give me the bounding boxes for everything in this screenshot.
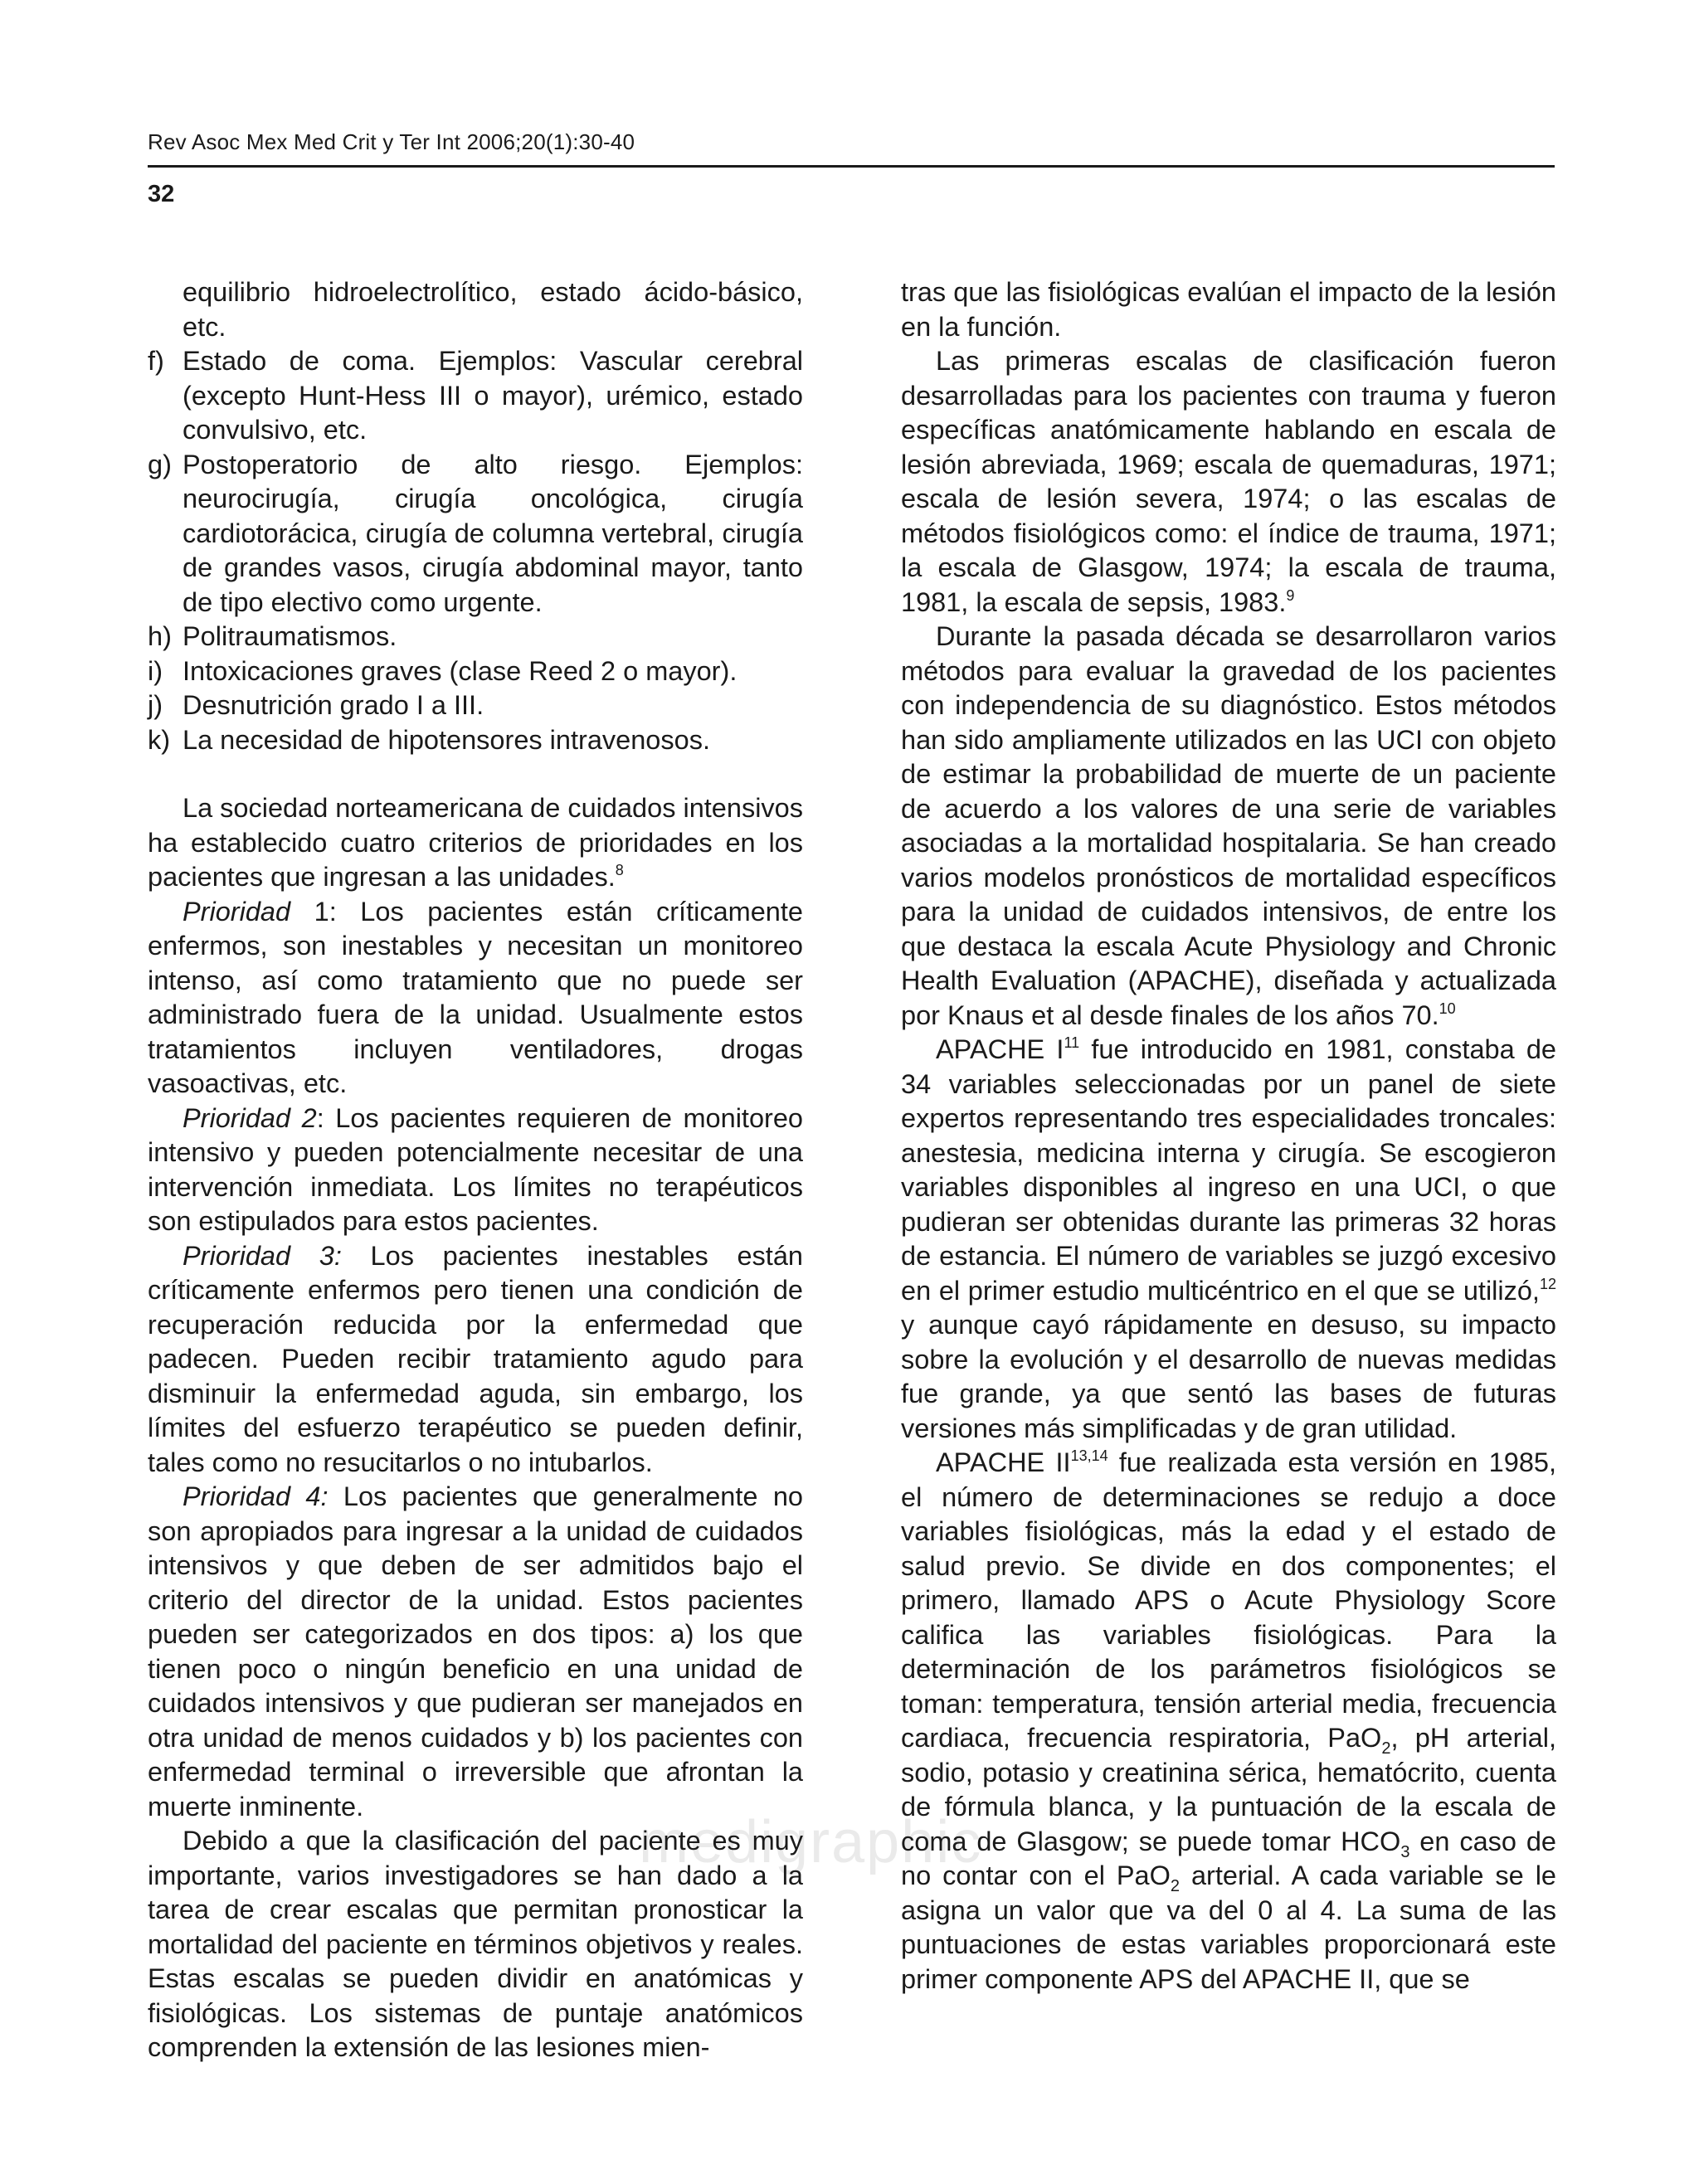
priority-label: Prioridad 4:	[183, 1481, 329, 1511]
reference-mark: 11	[1064, 1034, 1080, 1051]
paragraph-priority-3	[148, 1239, 803, 1481]
running-head: Rev Asoc Mex Med Crit y Ter Int 2006;20(1):30-40	[148, 129, 635, 154]
watermark: medigraphic	[639, 1809, 983, 1875]
list-item	[148, 723, 803, 758]
paragraph-priority-2	[148, 1102, 803, 1239]
left-column	[148, 275, 803, 2065]
list-item-text: Intoxicaciones graves (clase Reed 2 o mayor).	[183, 655, 738, 686]
apache-lead: APACHE II	[936, 1447, 1071, 1477]
reference-mark: 8	[615, 862, 624, 878]
list-item	[148, 620, 803, 654]
criteria-list	[148, 344, 803, 757]
right-column	[901, 275, 1556, 1997]
paragraph-text: en caso de no contar con el PaO	[901, 1826, 1556, 1890]
paragraph-scales: Debido a que la clasificación del paciente es muy importante, varios investigadores se han dado a la tarea de crear escalas que permitan pronosticar la mortalidad del paciente en términos objetivos y reales. Estas escalas se pueden dividir en anatómicas y fisiológicas. Los sistemas de puntaje anatómicos comprenden la extensión de las lesiones mien-	[148, 1826, 803, 2062]
list-item-text: La necesidad de hipotensores intravenosos.	[183, 724, 710, 755]
list-marker: i)	[148, 655, 163, 686]
paragraph-apache-2	[901, 1446, 1556, 1997]
paragraph-text: Los pacientes que generalmente no son apropiados para ingresar a la unidad de cuidados intensivos y que deben de ser admitidos bajo el criterio del director de la unidad. Estos pacientes pueden ser categorizados en dos tipos: a) los que tienen poco o ningún beneficio en una unidad de cuidados intensivos y que pudieran ser manejados en otra unidad de menos cuidados y b) los pacientes con enfermedad terminal o irreversible que afrontan la muerte inminente.	[148, 1481, 803, 1822]
continuation-text: tras que las fisiológicas evalúan el impacto de la lesión en la función.	[901, 277, 1556, 342]
paragraph-text: 1: Los pacientes están críticamente enfermos, son inestables y necesitan un monitoreo intenso, así como tratamiento que no puede ser administrado fuera de la unidad. Usualmente estos tratamientos incluyen ventiladores, drogas vasoactivas, etc.	[148, 896, 803, 1098]
list-item	[148, 448, 803, 620]
paragraph-apache-1	[901, 1033, 1556, 1446]
list-item	[148, 654, 803, 689]
paragraph-text: fue realizada esta versión en 1985, el número de determinaciones se redujo a doce variables fisiológicas, más la edad y el estado de salud previo. Se divide en dos componentes; el primero, llamado APS o Acute Physiology Score califica las variables fisiológicas. Para la determinación de los parámetros fisiológicos se toman: temperatura, tensión arterial media, frecuencia cardiaca, frecuencia respiratoria, PaO	[901, 1447, 1557, 1753]
header-rule	[148, 165, 1555, 168]
reference-mark: 9	[1286, 586, 1295, 604]
priority-label: Prioridad 2	[183, 1102, 317, 1133]
list-item-text: Estado de coma. Ejemplos: Vascular cerebral (excepto Hunt-Hess III o mayor), urémico, estado convulsivo, etc.	[183, 346, 803, 445]
list-marker: h)	[148, 621, 172, 651]
list-item	[148, 344, 803, 448]
paragraph-text: Los pacientes inestables están críticamente enfermos pero tienen una condición de recuperación reducida por la enfermedad que padecen. Pueden recibir tratamiento agudo para disminuir la enfermedad aguda, sin embargo, los límites del esfuerzo terapéutico se pueden definir, tales como no resucitarlos o no intubarlos.	[148, 1240, 803, 1477]
subscript: 3	[1400, 1842, 1410, 1861]
paragraph-text: y aunque cayó rápidamente en desuso, su impacto sobre la evolución y el desarrollo de nuevas medidas fue grande, ya que sentó las bases de futuras versiones más simplificadas y de gran utilidad.	[901, 1310, 1556, 1443]
list-item-text: Postoperatorio de alto riesgo. Ejemplos: neurocirugía, cirugía oncológica, cirugía cardiotorácica, cirugía de columna vertebral, cirugía de grandes vasos, cirugía abdominal mayor, tanto de tipo electivo como urgente.	[183, 449, 803, 617]
page-number: 32	[148, 181, 175, 207]
reference-mark: 12	[1539, 1275, 1556, 1292]
subscript: 2	[1381, 1739, 1391, 1758]
subscript: 2	[1170, 1877, 1181, 1895]
paragraph-text: arterial. A cada variable se le asigna un valor que va del 0 al 4. La suma de las puntuaciones de estas variables proporcionará este primer componente APS del APACHE II, que se	[901, 1861, 1556, 1994]
list-marker: k)	[148, 724, 171, 755]
list-item-text: Politraumatismos.	[183, 621, 397, 651]
paragraph-priority-1	[148, 895, 803, 1102]
list-item	[148, 688, 803, 723]
paragraph-text: La sociedad norteamericana de cuidados intensivos ha establecido cuatro criterios de prioridades en los pacientes que ingresan a las unidades.	[148, 793, 803, 892]
apache-lead: APACHE I	[936, 1034, 1064, 1064]
paragraph-text: fue introducido en 1981, constaba de 34 variables seleccionadas por un panel de siete expertos representando tres especialidades troncales: anestesia, medicina interna y cirugía. Se escogieron variables disponibles al ingreso en una UCI, o que pudieran ser obtenidas durante las primeras 32 horas de estancia. El número de variables se juzgó excesivo en el primer estudio multicéntrico en el que se utilizó,	[901, 1034, 1557, 1306]
list-item-text: Desnutrición grado I a III.	[183, 690, 484, 720]
reference-mark: 10	[1439, 1000, 1456, 1017]
paragraph-first-scales	[901, 344, 1556, 620]
paragraph-priority-4	[148, 1480, 803, 1824]
priority-label: Prioridad 3:	[183, 1240, 342, 1271]
list-marker: j)	[148, 690, 163, 720]
list-marker: f)	[148, 346, 164, 376]
paragraph-text: Durante la pasada década se desarrollaron varios métodos para evaluar la gravedad de los pacientes con independencia de su diagnóstico. Estos métodos han sido ampliamente utilizados en las UCI con objeto de estimar la probabilidad de muerte de un paciente de acuerdo a los valores de una serie de variables asociadas a la mortalidad hospitalaria. Se han creado varios modelos pronósticos de mortalidad específicos para la unidad de cuidados intensivos, de entre los que destaca la escala Acute Physiology and Chronic Health Evaluation (APACHE), diseñada y actualizada por Knaus et al desde finales de los años 70.	[901, 621, 1556, 1030]
paragraph-text: : Los pacientes requieren de monitoreo intensivo y pueden potencialmente necesitar de una intervención inmediata. Los límites no terapéuticos son estipulados para estos pacientes.	[148, 1102, 803, 1236]
reference-mark: 13,14	[1070, 1447, 1108, 1464]
continuation-text: equilibrio hidroelectrolítico, estado ácido-básico, etc.	[183, 277, 803, 342]
priority-label: Prioridad	[183, 896, 291, 927]
paragraph-text: Las primeras escalas de clasificación fueron desarrolladas para los pacientes con trauma y fueron específicas anatómicamente hablando en escala de lesión abreviada, 1969; escala de quemaduras, 1971; escala de lesión severa, 1974; o las escalas de métodos fisiológicos como: el índice de trauma, 1971; la escala de Glasgow, 1974; la escala de trauma, 1981, la escala de sepsis, 1983.	[901, 346, 1556, 617]
paragraph-decade	[901, 620, 1556, 1033]
list-marker: g)	[148, 449, 172, 479]
paragraph-gap	[148, 757, 803, 791]
paragraph-text: , pH arterial, sodio, potasio y creatinina sérica, hematócrito, cuenta de fórmula blanca, y la puntuación de la escala de coma de Glasgow; se puede tomar HCO	[901, 1723, 1556, 1856]
paragraph-society	[148, 791, 803, 895]
